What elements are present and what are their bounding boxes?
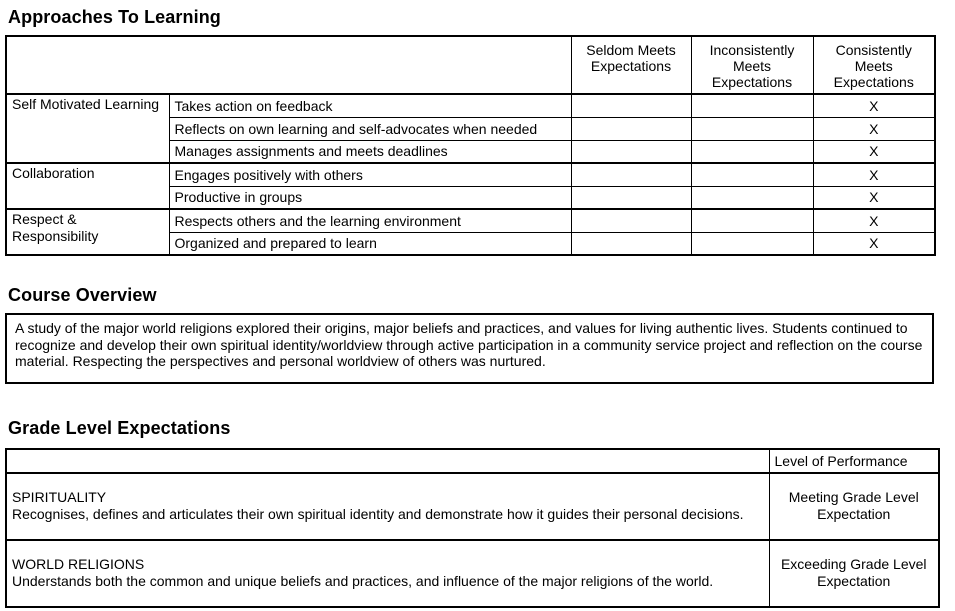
mark-cell-seldom [571,163,691,186]
mark-cell-inconsistently [691,209,813,232]
atl-row [6,209,935,232]
descriptor-cell: Takes action on feedback [169,94,571,117]
mark-cell-consistently: X [813,117,935,140]
descriptor-cell: Respects others and the learning environment [169,209,571,232]
gle-row [6,473,939,540]
gle-row [6,540,939,607]
atl-section-title: Approaches To Learning [8,7,221,27]
gle-header-level-of-performance: Level of Performance [769,449,939,473]
gle-header-row [6,449,939,473]
atl-header-row [6,36,935,94]
mark-cell-consistently: X [813,140,935,163]
mark-cell-inconsistently [691,232,813,255]
gle-section-title: Grade Level Expectations [8,417,231,438]
strand-name: SPIRITUALITY [12,489,107,505]
strand-description: Recognises, defines and articulates their own spiritual identity and demonstrate how it guides their personal decisions. [12,506,744,522]
mark-cell-seldom [571,209,691,232]
mark-cell-consistently: X [813,163,935,186]
course-overview-box [5,313,934,384]
performance-level-cell: Exceeding Grade Level Expectation [769,540,939,607]
atl-header-consistently: Consistently Meets Expectations [813,36,935,94]
course-overview-section-title: Course Overview [8,285,157,305]
mark-cell-inconsistently [691,140,813,163]
category-cell: Self Motivated Learning [6,94,169,163]
atl-row [6,163,935,186]
mark-cell-inconsistently [691,163,813,186]
strand-name: WORLD RELIGIONS [12,556,145,572]
descriptor-cell: Productive in groups [169,186,571,209]
mark-cell-consistently: X [813,94,935,117]
gle-table [5,448,940,608]
mark-cell-seldom [571,94,691,117]
mark-cell-seldom [571,140,691,163]
descriptor-cell: Reflects on own learning and self-advocates when needed [169,117,571,140]
strand-cell [6,540,769,607]
mark-cell-consistently: X [813,186,935,209]
atl-header-empty-cell [6,36,571,94]
category-cell: Collaboration [6,163,169,209]
course-overview-text: A study of the major world religions explored their origins, major beliefs and practices, and values for living authentic lives. Students continued to recognize and develop their own spiritual identity/worldview through active participation in a community service project and reflection on the course material. Respecting the perspectives and personal worldview of others was nurtured. [15,320,923,369]
atl-row [6,94,935,117]
mark-cell-seldom [571,232,691,255]
descriptor-cell: Organized and prepared to learn [169,232,571,255]
category-cell: Respect & Responsibility [6,209,169,255]
descriptor-cell: Manages assignments and meets deadlines [169,140,571,163]
mark-cell-seldom [571,186,691,209]
strand-description: Understands both the common and unique beliefs and practices, and influence of the major religions of the world. [12,573,714,589]
gle-header-empty-cell [6,449,769,473]
mark-cell-seldom [571,117,691,140]
atl-header-inconsistently: Inconsistently Meets Expectations [691,36,813,94]
mark-cell-inconsistently [691,117,813,140]
atl-table [5,35,936,256]
mark-cell-consistently: X [813,209,935,232]
strand-cell [6,473,769,540]
mark-cell-consistently: X [813,232,935,255]
atl-header-seldom: Seldom Meets Expectations [571,36,691,94]
descriptor-cell: Engages positively with others [169,163,571,186]
performance-level-cell: Meeting Grade Level Expectation [769,473,939,540]
mark-cell-inconsistently [691,94,813,117]
mark-cell-inconsistently [691,186,813,209]
